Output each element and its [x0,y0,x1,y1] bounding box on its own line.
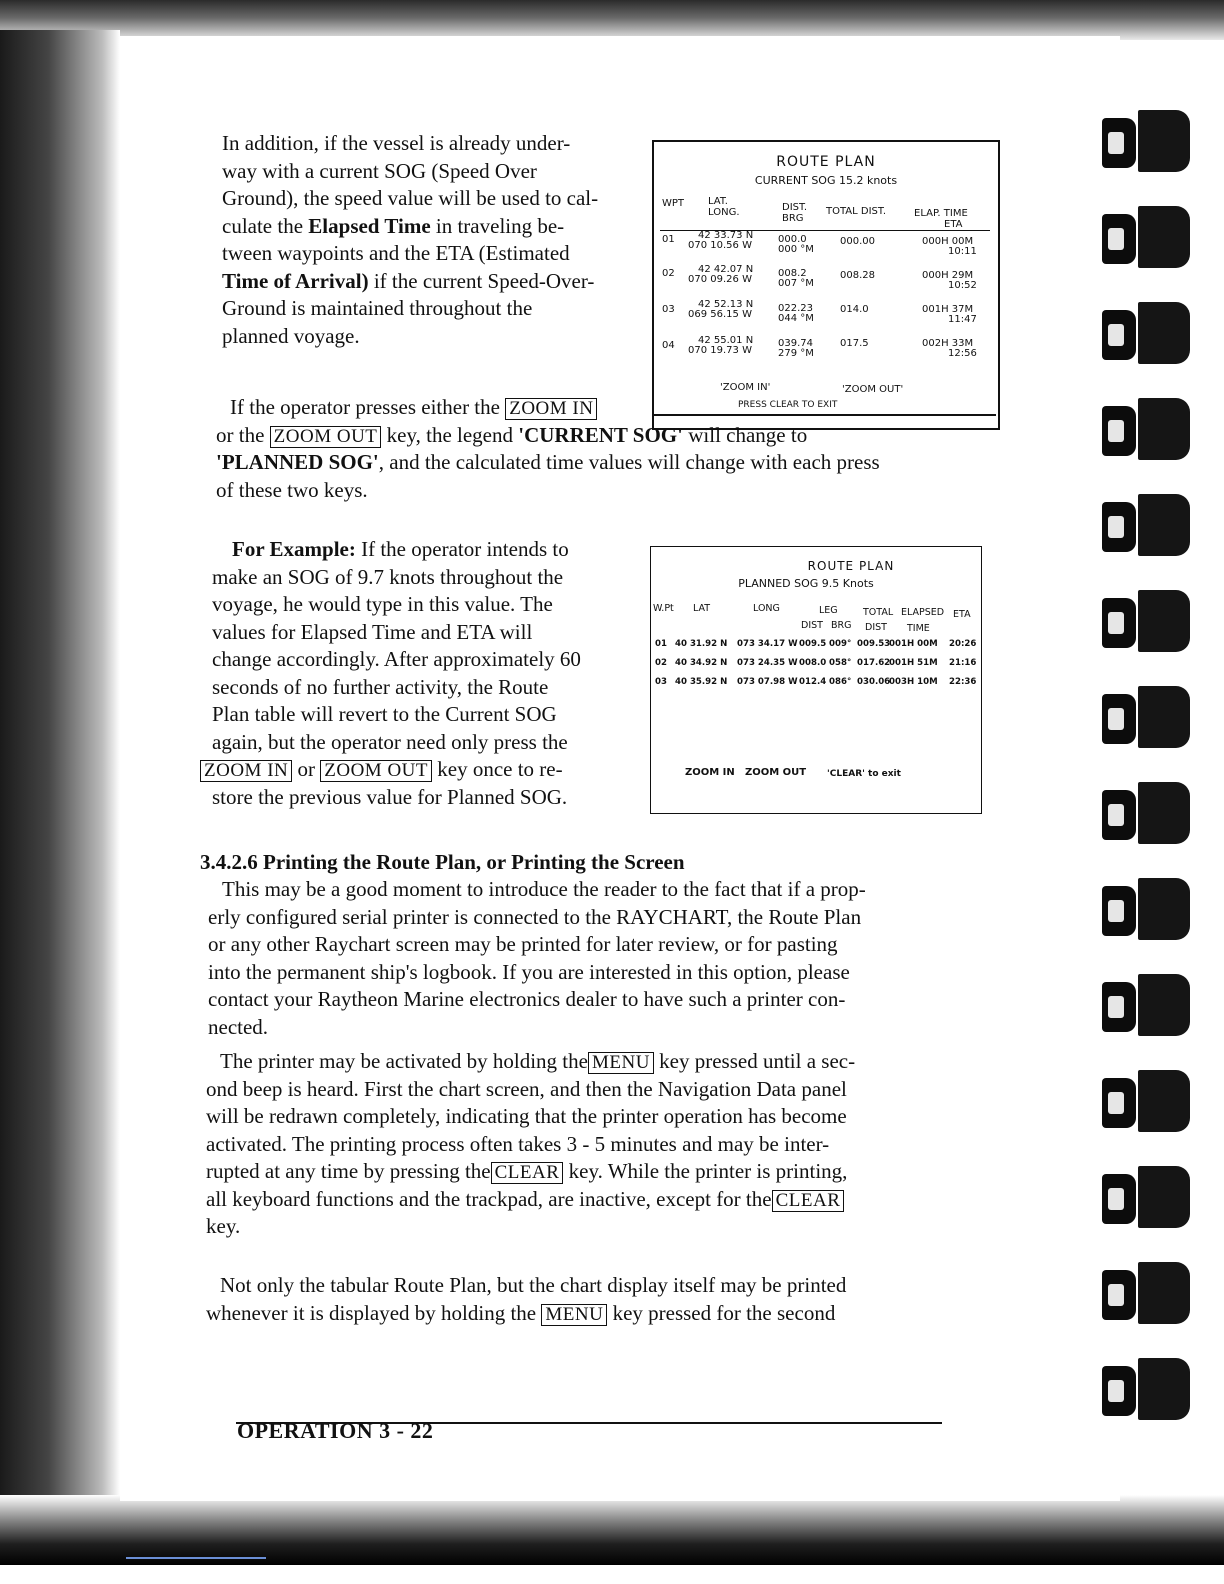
row-elapsed: 003H 10M [889,677,938,687]
zoom-out-label: 'ZOOM OUT' [842,384,904,395]
spiral-coil [1098,1262,1193,1324]
row-dist: 008.0 [799,658,827,668]
row-elap: 000H 29M [922,270,974,281]
row-total: 000.00 [840,236,875,247]
col-header-elap-time: ELAP. TIME [914,208,968,219]
row-total: 009.53 [857,639,891,649]
text-line: ond beep is heard. First the chart screen, and then the Navigation Data panel [206,1076,847,1101]
col-header-dist: DIST. [782,202,808,213]
spiral-coil [1098,206,1193,268]
row-elap: 002H 33M [922,338,974,349]
row-long: 070 09.26 W [688,274,752,285]
text-line: or the ZOOM OUT key, the legend 'CURRENT SOG' will change to [216,422,808,447]
route-plan-planned-sog-screen [650,546,982,814]
screen-title: ROUTE PLAN [776,154,876,170]
row-eta: 10:11 [948,246,977,257]
row-lat: 40 34.92 N [675,658,728,668]
row-dist: 039.74 [778,338,813,349]
text-line: contact your Raytheon Marine electronics dealer to have such a printer con- [208,987,846,1011]
row-dist: 012.4 [799,677,827,687]
spiral-coil [1098,398,1193,460]
text-line: Ground), the speed value will be used to cal- [222,186,599,210]
text-line: planned voyage. [222,323,360,348]
text-line: will be redrawn completely, indicating that the printer operation has become [206,1104,847,1128]
col-header-time: TIME [907,623,930,634]
paragraph-chart-printing [206,1272,946,1327]
text-line: store the previous value for Planned SOG. [212,784,568,809]
text-line: ZOOM IN or ZOOM OUT key once to re- [200,756,642,784]
text-line: Ground is maintained throughout the [222,296,533,320]
text-line: culate the Elapsed Time in traveling be- [222,213,565,238]
col-header-wpt: WPT [662,198,685,209]
text-line: into the permanent ship's logbook. If you are interested in this option, please [208,959,850,984]
row-long: 073 24.35 W [737,658,798,668]
spiral-coil [1098,590,1193,652]
text-line: The printer may be activated by holding the MENU key pressed until a sec- [220,1049,856,1073]
row-brg: 000 °M [778,244,814,255]
row-brg: 009° [829,639,852,649]
row-lat: 42 42.07 N [698,264,754,275]
text-line: whenever it is displayed by holding the MENU key pressed for the second [206,1300,836,1325]
row-total: 014.0 [840,304,869,315]
screen-sog-label: PLANNED SOG 9.5 Knots [738,577,874,590]
row-wpt: 02 [662,268,675,279]
scan-binding-left [0,30,120,1530]
text-line: voyage, he would type in this value. The [212,592,553,616]
spiral-binding [1098,110,1193,1490]
row-long: 073 07.98 W [737,677,798,687]
row-elapsed: 001H 00M [889,639,938,649]
text-line: For Example: If the operator intends to [232,537,569,561]
text-line: If the operator presses either the ZOOM IN [216,394,956,422]
row-dist: 000.0 [778,234,807,245]
col-header-total-dist: TOTAL DIST. [826,206,886,217]
section-heading: 3.4.2.6 Printing the Route Plan, or Printing the Screen [200,850,685,874]
screen-sog-label: CURRENT SOG 15.2 knots [754,174,898,187]
text-line: again, but the operator need only press the [212,729,568,754]
col-header-long: LONG. [708,207,740,218]
row-elapsed: 001H 51M [889,658,938,668]
screen-title: ROUTE PLAN [807,559,895,573]
col-header-total-dist: DIST [865,622,887,633]
exit-hint: PRESS CLEAR TO EXIT [738,400,838,410]
row-brg: 007 °M [778,278,814,289]
row-eta: 12:56 [948,348,977,359]
zoom-out-label: ZOOM OUT [745,767,807,778]
spiral-coil [1098,494,1193,556]
spiral-coil [1098,302,1193,364]
text-line: activated. The printing process often takes 3 - 5 minutes and may be inter- [206,1131,830,1156]
spiral-coil [1098,974,1193,1036]
text-line: way with a current SOG (Speed Over [222,158,537,183]
zoom-in-key: ZOOM IN [200,760,292,782]
row-brg: 044 °M [778,313,814,324]
text-line: of these two keys. [216,477,368,502]
paragraph-example [204,536,642,811]
row-long: 069 56.15 W [688,309,752,320]
col-header-brg: BRG [782,213,804,224]
menu-key: MENU [588,1052,654,1074]
zoom-in-label: ZOOM IN [685,767,735,778]
row-dist: 022.23 [778,303,813,314]
row-wpt: 01 [662,234,675,245]
zoom-in-label: 'ZOOM IN' [720,382,771,393]
text-line: Not only the tabular Route Plan, but the chart display itself may be printed [220,1273,847,1297]
col-header-eta: ETA [953,609,971,620]
text-line: 'PLANNED SOG', and the calculated time values will change with each press [216,450,880,474]
scan-artifact-line [126,1557,266,1559]
row-wpt: 03 [662,304,675,315]
spiral-coil [1098,1358,1193,1420]
row-total: 008.28 [840,270,875,281]
row-lat: 40 31.92 N [675,639,728,649]
row-brg: 058° [829,658,852,668]
spiral-coil [1098,110,1193,172]
row-eta: 20:26 [949,639,977,649]
exit-hint: 'CLEAR' to exit [827,769,901,779]
text-line: Time of Arrival) if the current Speed-Over- [222,268,595,293]
text-line: seconds of no further activity, the Route [212,674,549,699]
col-header-wpt: W.Pt [653,603,674,614]
col-header-leg-dist: DIST [801,620,823,631]
row-total: 017.5 [840,338,869,349]
row-eta: 10:52 [948,280,977,291]
row-eta: 11:47 [948,314,977,325]
col-header-elapsed: ELAPSED [901,607,945,618]
row-lat: 42 55.01 N [698,335,754,346]
row-elap: 001H 37M [922,304,974,315]
paragraph-printing-intro [208,876,948,1041]
text-line: tween waypoints and the ETA (Estimated [222,241,570,265]
row-wpt: 03 [655,677,667,687]
zoom-out-key: ZOOM OUT [320,760,432,782]
col-header-leg-brg: BRG [831,620,852,631]
text-line: or any other Raychart screen may be printed for later review, or for pasting [208,932,838,956]
row-wpt: 02 [655,658,667,668]
row-lat: 42 33.73 N [698,230,754,241]
row-dist: 008.2 [778,268,807,279]
text-line: In addition, if the vessel is already under- [222,131,571,155]
text-line: rupted at any time by pressing the CLEAR key. While the printer is printing, [206,1159,848,1183]
col-header-eta: ETA [944,219,963,230]
zoom-out-key: ZOOM OUT [270,426,382,448]
text-line: make an SOG of 9.7 knots throughout the [212,564,564,589]
text-line: Plan table will revert to the Current SOG [212,702,557,726]
text-line: key. [206,1214,241,1238]
row-eta: 22:36 [949,677,977,687]
row-dist: 009.5 [799,639,827,649]
paragraph-current-sog [222,130,642,350]
row-eta: 21:16 [949,658,977,668]
text-line: erly configured serial printer is connected to the RAYCHART, the Route Plan [208,904,862,929]
route-plan-current-sog-screen [652,140,1000,430]
row-brg: 086° [829,677,852,687]
scan-binding-top [0,0,1224,40]
col-header-leg: LEG [819,605,838,616]
zoom-in-key: ZOOM IN [505,398,597,420]
scan-binding-bottom [0,1495,1224,1565]
text-line: all keyboard functions and the trackpad, are inactive, except for the CLEAR [206,1186,946,1214]
text-line: This may be a good moment to introduce the reader to the fact that if a prop- [222,877,866,901]
row-total: 030.06 [857,677,891,687]
menu-key: MENU [541,1304,607,1326]
row-long: 070 19.73 W [688,345,752,356]
row-elap: 000H 00M [922,236,974,247]
spiral-coil [1098,782,1193,844]
text-line: values for Elapsed Time and ETA will [212,619,533,644]
spiral-coil [1098,878,1193,940]
clear-key: CLEAR [772,1190,845,1212]
row-total: 017.62 [857,658,891,668]
row-wpt: 01 [655,639,667,649]
text-line: change accordingly. After approximately 60 [212,647,581,671]
spiral-coil [1098,1166,1193,1228]
row-brg: 279 °M [778,348,814,359]
col-header-long: LONG [753,603,780,614]
paragraph-zoom-keys [216,394,956,504]
spiral-coil [1098,1070,1193,1132]
row-wpt: 04 [662,340,675,351]
col-header-lat: LAT. [708,196,728,207]
page-footer: OPERATION 3 - 22 [237,1418,434,1443]
row-long: 073 34.17 W [737,639,798,649]
spiral-coil [1098,686,1193,748]
row-long: 070 10.56 W [688,240,752,251]
row-lat: 42 52.13 N [698,299,754,310]
paragraph-printer-activation [206,1048,946,1241]
row-lat: 40 35.92 N [675,677,728,687]
clear-key: CLEAR [491,1162,564,1184]
text-line: nected. [208,1014,269,1039]
col-header-total: TOTAL [863,607,894,618]
col-header-lat: LAT [693,603,711,614]
